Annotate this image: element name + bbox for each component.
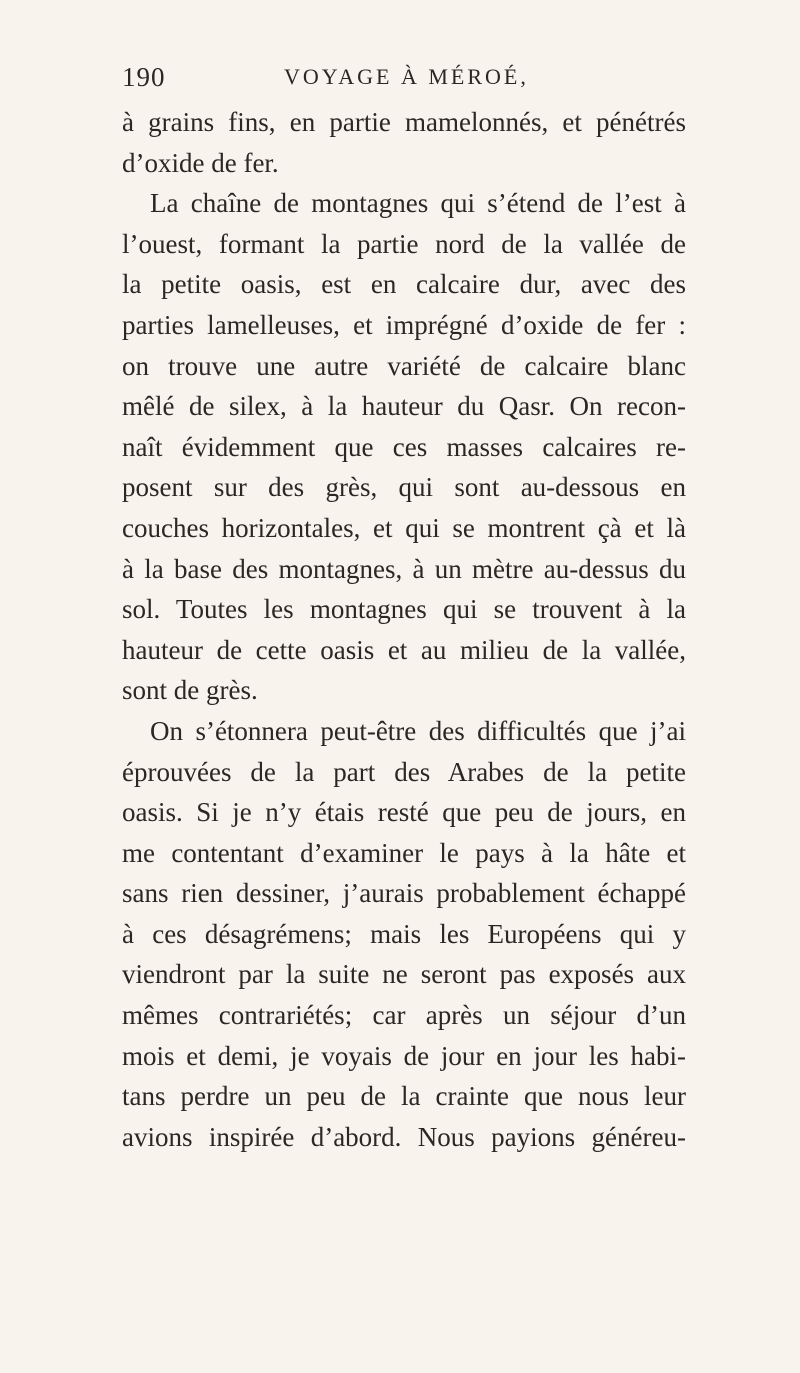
text-line: viendront par la suite ne seront pas exposés aux [122, 959, 686, 990]
running-head [122, 62, 686, 102]
text-line: d’oxide de fer. [122, 147, 279, 178]
text-line: éprouvées de la part des Arabes de la petite [122, 756, 686, 787]
text-line: avions inspirée d’abord. Nous payions généreu- [122, 1121, 686, 1152]
text-line: tans perdre un peu de la crainte que nous leur [122, 1081, 686, 1112]
text-line: sol. Toutes les montagnes qui se trouvent à la [122, 594, 686, 625]
text-line: la petite oasis, est en calcaire dur, avec des [122, 269, 686, 300]
text-line: à la base des montagnes, à un mètre au-dessus du [122, 553, 686, 584]
text-line: La chaîne de montagnes qui s’étend de l’est à [150, 188, 686, 219]
text-line: me contentant d’examiner le pays à la hâte et [122, 837, 686, 868]
text-line: à grains fins, en partie mamelonnés, et pénétrés [122, 107, 686, 137]
text-line: mêmes contrariétés; car après un séjour d’un [122, 1000, 686, 1031]
text-line: parties lamelleuses, et imprégné d’oxide de fer : [122, 309, 686, 340]
running-title: VOYAGE À MÉROÉ, [284, 64, 529, 89]
text-line: sans rien dessiner, j’aurais probablement échappé [122, 878, 686, 909]
text-line: mois et demi, je voyais de jour en jour les habi- [122, 1040, 686, 1071]
text-line: hauteur de cette oasis et au milieu de la vallée, [122, 634, 686, 665]
text-line: on trouve une autre variété de calcaire blanc [122, 350, 686, 381]
page-number: 190 [122, 62, 166, 92]
text-line: mêlé de silex, à la hauteur du Qasr. On recon- [122, 391, 686, 422]
text-line: oasis. Si je n’y étais resté que peu de jours, en [122, 797, 686, 828]
text-line: l’ouest, formant la partie nord de la vallée de [122, 228, 686, 259]
text-line: couches horizontales, et qui se montrent çà et là [122, 512, 686, 543]
text-line: sont de grès. [122, 675, 258, 706]
text-line: posent sur des grès, qui sont au-dessous en [122, 472, 686, 503]
body-text [122, 102, 686, 1157]
text-line: naît évidemment que ces masses calcaires re- [122, 431, 686, 462]
text-line: à ces désagrémens; mais les Européens qui y [122, 918, 686, 949]
text-line: On s’étonnera peut-être des difficultés que j’ai [150, 715, 686, 746]
